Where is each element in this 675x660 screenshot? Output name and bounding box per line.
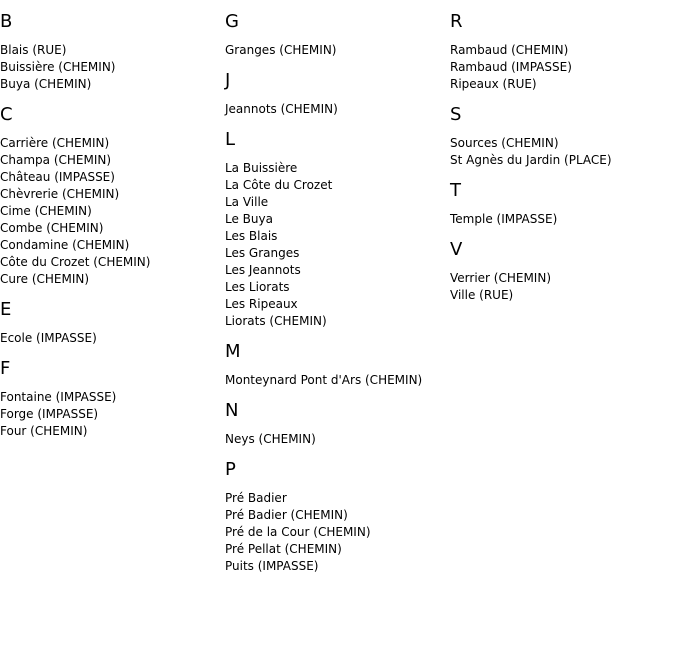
street-list [0, 135, 220, 288]
street-link[interactable]: Buya (CHEMIN) [0, 77, 92, 91]
letter-heading: S [450, 104, 462, 125]
street-list [225, 490, 445, 575]
street-link[interactable]: Pré Badier (CHEMIN) [225, 508, 348, 522]
letter-group [450, 181, 670, 228]
letter-heading: L [225, 129, 236, 150]
street-link[interactable]: Carrière (CHEMIN) [0, 136, 110, 150]
street-link[interactable]: Rambaud (CHEMIN) [450, 43, 569, 57]
street-link[interactable]: Cime (CHEMIN) [0, 204, 92, 218]
street-index-column-2 [225, 12, 445, 587]
street-link[interactable]: Verrier (CHEMIN) [450, 271, 551, 285]
street-link[interactable]: Cure (CHEMIN) [0, 272, 90, 286]
street-link[interactable]: Pré Pellat (CHEMIN) [225, 542, 342, 556]
street-list [225, 431, 445, 448]
street-index-column-1 [0, 12, 220, 452]
street-link[interactable]: Chèvrerie (CHEMIN) [0, 187, 120, 201]
street-link[interactable]: Les Ripeaux [225, 297, 298, 311]
street-list [225, 42, 445, 59]
street-link[interactable]: Ecole (IMPASSE) [0, 331, 97, 345]
letter-heading: B [0, 11, 13, 32]
letter-group [0, 105, 220, 288]
street-list [450, 270, 670, 304]
letter-heading: E [0, 299, 12, 320]
street-link[interactable]: Pré de la Cour (CHEMIN) [225, 525, 371, 539]
street-list [450, 211, 670, 228]
letter-group [225, 12, 445, 59]
letter-group [225, 71, 445, 118]
letter-heading: T [450, 180, 461, 201]
street-link[interactable]: Monteynard Pont d'Ars (CHEMIN) [225, 373, 423, 387]
street-link[interactable]: Temple (IMPASSE) [450, 212, 558, 226]
street-list [225, 372, 445, 389]
street-link[interactable]: Les Blais [225, 229, 278, 243]
street-link[interactable]: Les Granges [225, 246, 300, 260]
street-link[interactable]: Buissière (CHEMIN) [0, 60, 116, 74]
letter-group [0, 300, 220, 347]
street-link[interactable]: Forge (IMPASSE) [0, 407, 99, 421]
letter-heading: V [450, 239, 463, 260]
letter-heading: N [225, 400, 239, 421]
street-link[interactable]: Rambaud (IMPASSE) [450, 60, 572, 74]
street-link[interactable]: Les Jeannots [225, 263, 301, 277]
letter-heading: M [225, 341, 241, 362]
letter-group [450, 12, 670, 93]
letter-group [450, 105, 670, 169]
letter-heading: C [0, 104, 13, 125]
street-link[interactable]: Blais (RUE) [0, 43, 67, 57]
street-link[interactable]: Combe (CHEMIN) [0, 221, 104, 235]
street-link[interactable]: La Côte du Crozet [225, 178, 333, 192]
street-link[interactable]: Neys (CHEMIN) [225, 432, 316, 446]
letter-group [225, 342, 445, 389]
letter-group [450, 240, 670, 304]
street-link[interactable]: Fontaine (IMPASSE) [0, 390, 117, 404]
street-link[interactable]: Champa (CHEMIN) [0, 153, 112, 167]
letter-group [225, 130, 445, 330]
street-list [225, 160, 445, 330]
street-link[interactable]: Ripeaux (RUE) [450, 77, 537, 91]
street-link[interactable]: Jeannots (CHEMIN) [225, 102, 338, 116]
letter-heading: J [225, 70, 231, 91]
street-link[interactable]: Les Liorats [225, 280, 290, 294]
street-link[interactable]: La Ville [225, 195, 269, 209]
letter-group [0, 359, 220, 440]
letter-heading: R [450, 11, 463, 32]
street-link[interactable]: La Buissière [225, 161, 298, 175]
letter-group [0, 12, 220, 93]
street-link[interactable]: Ville (RUE) [450, 288, 514, 302]
street-list [225, 101, 445, 118]
street-link[interactable]: Pré Badier [225, 491, 287, 505]
street-index-column-3 [450, 12, 670, 316]
street-link[interactable]: Four (CHEMIN) [0, 424, 88, 438]
street-link[interactable]: Le Buya [225, 212, 273, 226]
letter-heading: F [0, 358, 11, 379]
street-link[interactable]: Granges (CHEMIN) [225, 43, 337, 57]
street-link[interactable]: Côte du Crozet (CHEMIN) [0, 255, 151, 269]
street-list [450, 135, 670, 169]
street-list [450, 42, 670, 93]
street-link[interactable]: Liorats (CHEMIN) [225, 314, 327, 328]
letter-heading: P [225, 459, 236, 480]
street-list [0, 330, 220, 347]
letter-group [225, 401, 445, 448]
street-link[interactable]: Puits (IMPASSE) [225, 559, 319, 573]
street-link[interactable]: Château (IMPASSE) [0, 170, 115, 184]
street-link[interactable]: Condamine (CHEMIN) [0, 238, 130, 252]
letter-group [225, 460, 445, 575]
street-list [0, 389, 220, 440]
letter-heading: G [225, 11, 239, 32]
street-link[interactable]: Sources (CHEMIN) [450, 136, 559, 150]
street-list [0, 42, 220, 93]
street-link[interactable]: St Agnès du Jardin (PLACE) [450, 153, 612, 167]
